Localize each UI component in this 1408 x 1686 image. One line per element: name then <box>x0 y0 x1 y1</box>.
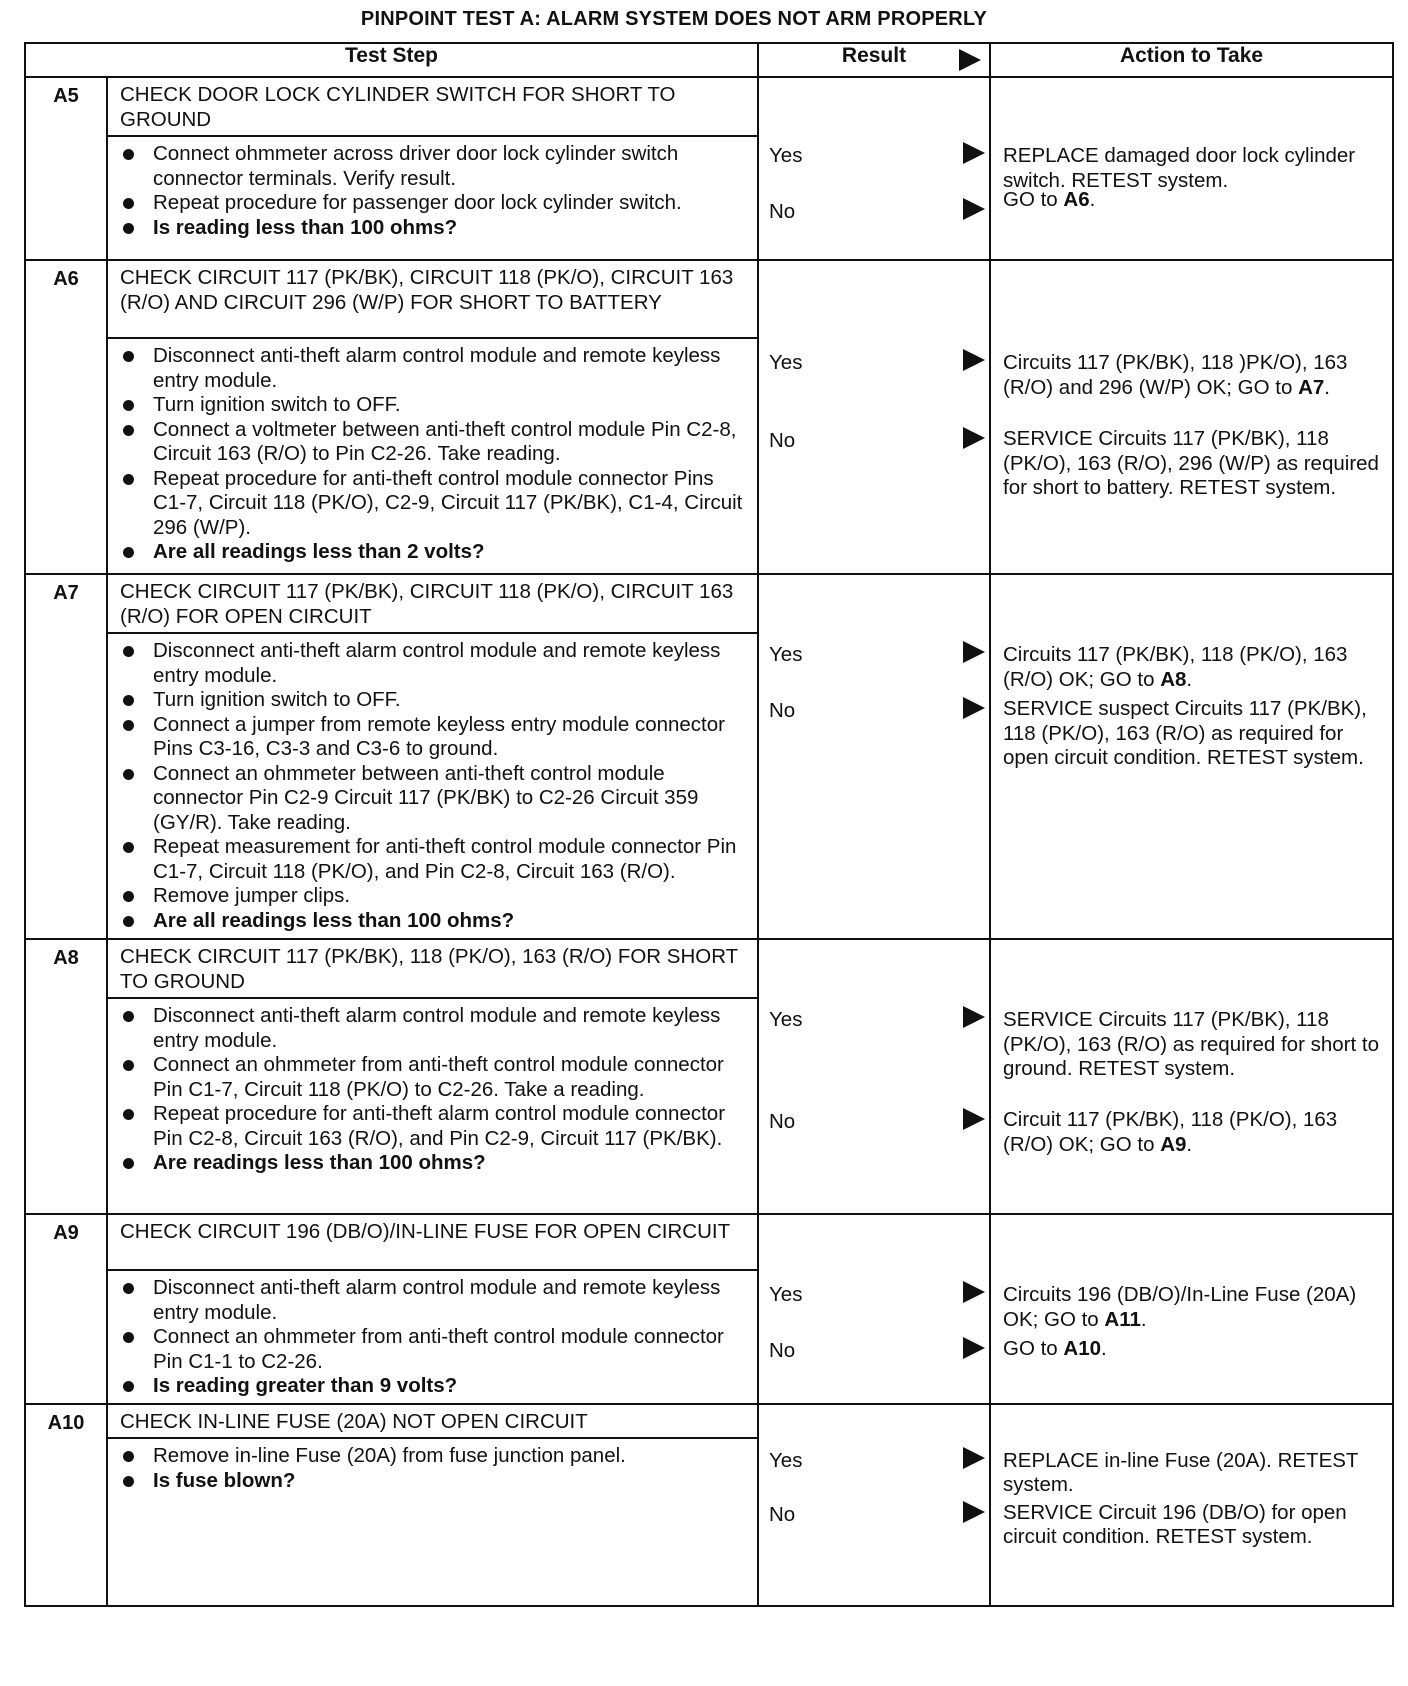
step-heading-row-a7 <box>25 574 1393 633</box>
result-cell <box>758 1214 990 1404</box>
instruction-item: Disconnect anti-theft alarm control module and remote keyless entry module. <box>108 639 749 688</box>
instruction-item: Connect an ohmmeter between anti-theft control module connector Pin C2-9 Circuit 117 (PK/BK) to C2-26 Circuit 359 (GY/R). Take reading. <box>108 762 749 836</box>
header-action: Action to Take <box>990 43 1393 77</box>
step-instructions <box>107 338 758 574</box>
right-triangle-arrow-icon <box>963 1281 985 1310</box>
step-heading-row-a9 <box>25 1214 1393 1270</box>
step-heading: CHECK CIRCUIT 196 (DB/O)/IN-LINE FUSE FOR OPEN CIRCUIT <box>107 1214 758 1270</box>
step-heading: CHECK CIRCUIT 117 (PK/BK), CIRCUIT 118 (PK/O), CIRCUIT 163 (R/O) AND CIRCUIT 296 (W/P) FOR SHORT TO BATTERY <box>107 260 758 338</box>
title-text: PINPOINT TEST A: ALARM SYSTEM DOES NOT ARM PROPERLY <box>360 8 988 30</box>
step-id: A7 <box>25 574 107 633</box>
action-text: GO to A10. <box>1003 1337 1107 1360</box>
result-no: No <box>769 429 796 452</box>
action-text: REPLACE damaged door lock cylinder switch. RETEST system. <box>1003 144 1356 192</box>
instruction-item: Are all readings less than 2 volts? <box>108 540 749 565</box>
step-instructions <box>107 998 758 1214</box>
step-id-spacer <box>25 998 107 1214</box>
step-id: A9 <box>25 1214 107 1270</box>
action-text: Circuits 117 (PK/BK), 118 )PK/O), 163 (R/O) and 296 (W/P) OK; GO to A7. <box>1003 351 1348 399</box>
action-cell <box>990 939 1393 1214</box>
table-header-row <box>25 43 1393 77</box>
instruction-item: Repeat measurement for anti-theft control module connector Pin C1-7, Circuit 118 (PK/O), and Pin C2-8, Circuit 163 (R/O). <box>108 835 749 884</box>
instruction-item: Repeat procedure for anti-theft control module connector Pins C1-7, Circuit 118 (PK/O), C2-9, Circuit 117 (PK/BK), C1-4, Circuit 296 (W/P). <box>108 467 749 541</box>
result-no: No <box>769 1110 796 1133</box>
step-id: A10 <box>25 1404 107 1439</box>
instruction-item: Remove in-line Fuse (20A) from fuse junction panel. <box>108 1444 749 1469</box>
instruction-item: Is reading greater than 9 volts? <box>108 1374 749 1399</box>
right-triangle-arrow-icon <box>963 349 985 378</box>
instruction-item: Disconnect anti-theft alarm control module and remote keyless entry module. <box>108 344 749 393</box>
instruction-item: Connect a voltmeter between anti-theft control module Pin C2-8, Circuit 163 (R/O) to Pin C2-26. Take reading. <box>108 418 749 467</box>
result-no: No <box>769 699 796 722</box>
instruction-list <box>108 1439 757 1497</box>
instruction-list <box>108 999 757 1180</box>
result-no: No <box>769 1339 796 1362</box>
step-id: A8 <box>25 939 107 998</box>
instruction-item: Repeat procedure for anti-theft alarm control module connector Pin C2-8, Circuit 163 (R/O), and Pin C2-9, Circuit 117 (PK/BK). <box>108 1102 749 1151</box>
document-title <box>0 8 1408 31</box>
result-cell <box>758 574 990 939</box>
action-cell <box>990 77 1393 260</box>
right-triangle-arrow-icon <box>963 641 985 670</box>
instruction-item: Remove jumper clips. <box>108 884 749 909</box>
step-heading-row-a5 <box>25 77 1393 136</box>
instruction-item: Turn ignition switch to OFF. <box>108 393 749 418</box>
right-triangle-arrow-icon <box>963 1501 985 1530</box>
action-cell <box>990 1404 1393 1607</box>
action-text: Circuit 117 (PK/BK), 118 (PK/O), 163 (R/O) OK; GO to A9. <box>1003 1108 1338 1156</box>
step-id: A5 <box>25 77 107 136</box>
step-id-spacer <box>25 338 107 574</box>
step-instructions <box>107 1270 758 1404</box>
instruction-list <box>108 137 757 244</box>
step-id: A6 <box>25 260 107 338</box>
instruction-item: Connect an ohmmeter from anti-theft control module connector Pin C1-7, Circuit 118 (PK/O) to C2-26. Take a reading. <box>108 1053 749 1102</box>
right-triangle-arrow-icon <box>959 49 981 78</box>
result-cell <box>758 77 990 260</box>
step-heading-row-a6 <box>25 260 1393 338</box>
right-triangle-arrow-icon <box>963 1447 985 1476</box>
action-cell <box>990 260 1393 574</box>
action-text: Circuits 117 (PK/BK), 118 (PK/O), 163 (R/O) OK; GO to A8. <box>1003 643 1348 691</box>
pinpoint-test-table <box>24 42 1394 1607</box>
instruction-list <box>108 634 757 937</box>
step-instructions <box>107 1438 758 1606</box>
result-yes: Yes <box>769 1448 803 1472</box>
instruction-item: Disconnect anti-theft alarm control module and remote keyless entry module. <box>108 1004 749 1053</box>
step-id-spacer <box>25 1270 107 1404</box>
result-cell <box>758 260 990 574</box>
action-text: SERVICE Circuits 117 (PK/BK), 118 (PK/O), 163 (R/O) as required for short to ground. RETEST system. <box>1003 1008 1379 1080</box>
instruction-item: Are readings less than 100 ohms? <box>108 1151 749 1176</box>
right-triangle-arrow-icon <box>963 1006 985 1035</box>
step-heading-row-a8 <box>25 939 1393 998</box>
step-heading: CHECK CIRCUIT 117 (PK/BK), 118 (PK/O), 163 (R/O) FOR SHORT TO GROUND <box>107 939 758 998</box>
action-text: SERVICE suspect Circuits 117 (PK/BK), 118 (PK/O), 163 (R/O) as required for open circuit condition. RETEST system. <box>1003 697 1367 769</box>
right-triangle-arrow-icon <box>963 1337 985 1366</box>
instruction-item: Is fuse blown? <box>108 1469 749 1494</box>
result-yes: Yes <box>769 1008 803 1031</box>
step-instructions <box>107 136 758 260</box>
instruction-item: Connect a jumper from remote keyless entry module connector Pins C3-16, C3-3 and C3-6 to ground. <box>108 713 749 762</box>
instruction-item: Connect ohmmeter across driver door lock cylinder switch connector terminals. Verify result. <box>108 142 749 191</box>
result-yes: Yes <box>769 351 803 374</box>
step-id-spacer <box>25 633 107 939</box>
instruction-item: Connect an ohmmeter from anti-theft control module connector Pin C1-1 to C2-26. <box>108 1325 749 1374</box>
instruction-list <box>108 339 757 569</box>
step-heading-row-a10 <box>25 1404 1393 1439</box>
header-test-step: Test Step <box>25 43 758 77</box>
right-triangle-arrow-icon <box>963 427 985 456</box>
action-text: REPLACE in-line Fuse (20A). RETEST system. <box>1003 1448 1359 1496</box>
result-yes: Yes <box>769 643 803 666</box>
result-cell <box>758 1404 990 1607</box>
step-heading: CHECK DOOR LOCK CYLINDER SWITCH FOR SHORT TO GROUND <box>107 77 758 136</box>
instruction-item: Are all readings less than 100 ohms? <box>108 909 749 934</box>
step-heading: CHECK IN-LINE FUSE (20A) NOT OPEN CIRCUIT <box>107 1404 758 1439</box>
result-cell <box>758 939 990 1214</box>
instruction-list <box>108 1271 757 1403</box>
right-triangle-arrow-icon <box>963 198 985 227</box>
action-text: SERVICE Circuit 196 (DB/O) for open circuit condition. RETEST system. <box>1003 1500 1347 1548</box>
instruction-item: Turn ignition switch to OFF. <box>108 688 749 713</box>
result-yes: Yes <box>769 1283 803 1306</box>
step-id-spacer <box>25 1438 107 1606</box>
step-heading: CHECK CIRCUIT 117 (PK/BK), CIRCUIT 118 (PK/O), CIRCUIT 163 (R/O) FOR OPEN CIRCUIT <box>107 574 758 633</box>
instruction-item: Is reading less than 100 ohms? <box>108 216 749 241</box>
right-triangle-arrow-icon <box>963 1108 985 1137</box>
right-triangle-arrow-icon <box>963 697 985 726</box>
action-text: Circuits 196 (DB/O)/In-Line Fuse (20A) OK; GO to A11. <box>1003 1283 1357 1331</box>
result-no: No <box>769 200 796 223</box>
step-id-spacer <box>25 136 107 260</box>
action-text: SERVICE Circuits 117 (PK/BK), 118 (PK/O), 163 (R/O), 296 (W/P) as required for short to battery. RETEST system. <box>1003 427 1379 499</box>
action-cell <box>990 574 1393 939</box>
right-triangle-arrow-icon <box>963 142 985 171</box>
instruction-item: Repeat procedure for passenger door lock cylinder switch. <box>108 191 749 216</box>
instruction-item: Disconnect anti-theft alarm control module and remote keyless entry module. <box>108 1276 749 1325</box>
table-body <box>25 77 1393 1606</box>
header-result <box>758 43 990 77</box>
action-text: GO to A6. <box>1003 188 1096 211</box>
result-yes: Yes <box>769 144 803 167</box>
action-cell <box>990 1214 1393 1404</box>
step-instructions <box>107 633 758 939</box>
result-no: No <box>769 1502 796 1526</box>
header-result-label: Result <box>841 44 907 67</box>
